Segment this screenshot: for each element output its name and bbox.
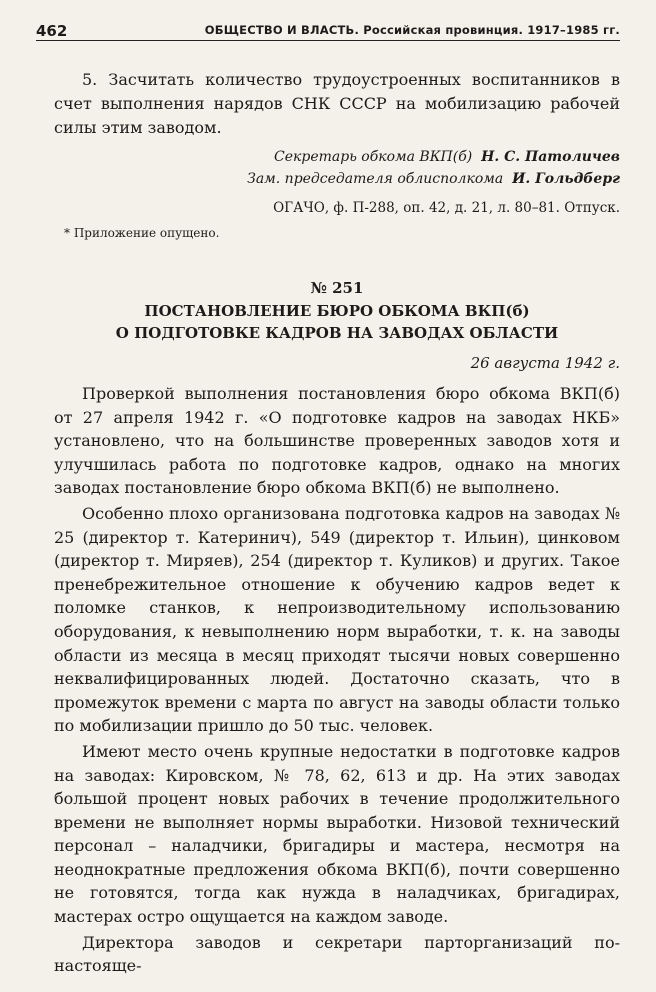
running-title: ОБЩЕСТВО И ВЛАСТЬ. Российская провинция. 1917–1985 гг. <box>204 23 620 37</box>
body-paragraph: Проверкой выполнения постановления бюро обкома ВКП(б) от 27 апреля 1942 г. «О подготовке кадров на заводах НКБ» установлено, что на большинстве проверенных заводов хотя и улучшилась работа по подготовке кадров, однако на многих заводах постановление бюро обкома ВКП(б) не выполнено. <box>54 384 620 498</box>
document-title-line-1: ПОСТАНОВЛЕНИЕ БЮРО ОБКОМА ВКП(б) <box>144 302 530 320</box>
body-paragraph: Имеют место очень крупные недостатки в подготовке кадров на заводах: Кировском, № 78, 62, 613 и др. На этих заводах большой процент новых рабочих в течение продолжительного времени не выполняет нормы выработки. Низовой технический персонал – наладчики, бригадиры и мастера, несмотря на неоднократные предложения обкома ВКП(б), почти совершенно не готовятся, тогда как нужда в наладчиках, бригадирах, мастерах остро ощущается на каждом заводе. <box>54 741 620 927</box>
signer-name: Н. С. Патоличев <box>481 149 620 165</box>
page-number: 462 <box>36 22 68 40</box>
signer-title: Зам. председателя облисполкома <box>247 171 504 187</box>
archive-reference: ОГАЧО, ф. П-288, оп. 42, д. 21, л. 80–81. Отпуск. <box>273 200 620 216</box>
signer-row <box>54 168 620 190</box>
signature-block <box>54 146 620 190</box>
document-number: № 251 <box>310 279 364 297</box>
signer-row <box>54 146 620 168</box>
footnote: * Приложение опущено. <box>64 226 220 240</box>
document-date: 26 августа 1942 г. <box>470 354 620 372</box>
page-content <box>54 68 620 978</box>
body-paragraph: Особенно плохо организована подготовка кадров на заводах № 25 (директор т. Катеринич), 549 (директор т. Ильин), цинковом (директор т. Миряев), 254 (директор т. Куликов) и других. Такое пренебрежительное отношение к обучению кадров ведет к поломке станков, к непроизводительному использованию оборудования, к невыполнению норм выработки, т. к. на заводы области из месяца в месяц приходят тысячи новых совершенно неквалифицированных людей. Достаточно сказать, что в промежуток времени с марта по август на заводы области только по мобилизации пришло до 50 тыс. человек. <box>54 503 620 736</box>
signer-name: И. Гольдберг <box>512 171 620 187</box>
page-header <box>36 22 620 44</box>
signer-title: Секретарь обкома ВКП(б) <box>274 149 473 165</box>
prev-doc-item-5: 5. Засчитать количество трудоустроенных воспитанников в счет выполнения нарядов СНК СССР на мобилизацию рабочей силы этим заводом. <box>54 70 620 137</box>
body-paragraph: Директора заводов и секретари парторганизаций по-настояще- <box>54 932 620 976</box>
header-rule <box>36 40 620 41</box>
document-title-line-2: О ПОДГОТОВКЕ КАДРОВ НА ЗАВОДАХ ОБЛАСТИ <box>115 324 559 342</box>
